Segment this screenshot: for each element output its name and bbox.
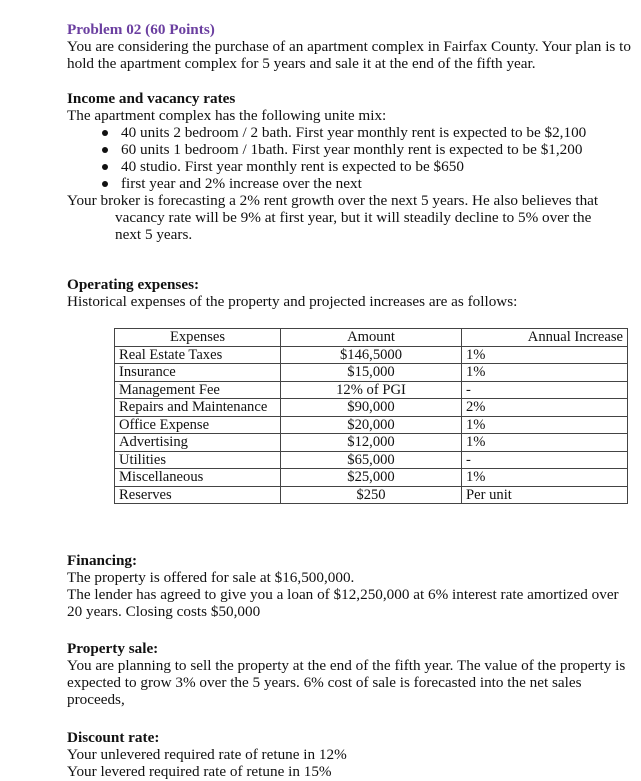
problem-title: Problem 02 (60 Points) [67, 21, 215, 38]
sale-heading: Property sale: [67, 640, 159, 657]
bullet-icon [102, 181, 108, 187]
list-item: 60 units 1 bedroom / 1bath. First year monthly rent is expected to be $1,200 [67, 141, 633, 158]
expenses-table [114, 328, 628, 504]
table-row: Advertising $12,000 1% [115, 434, 628, 452]
sale-text: You are planning to sell the property at the end of the fifth year. The value of the property is expected to grow 3% over the 5 years. 6% cost of sale is forecasted into the net sales proceeds, [67, 657, 626, 708]
broker-forecast-line: next 5 years. [115, 226, 193, 243]
table-row: Reserves $250 Per unit [115, 486, 628, 504]
table-header-row [115, 329, 628, 347]
operating-section [67, 276, 627, 310]
unit-mix-list [67, 124, 633, 192]
spacer [67, 72, 633, 90]
table-row: Utilities $65,000 - [115, 451, 628, 469]
bullet-icon [102, 130, 108, 136]
sale-section [67, 640, 627, 708]
income-heading: Income and vacancy rates [67, 90, 236, 107]
list-item: first year and 2% increase over the next [67, 175, 633, 192]
operating-heading: Operating expenses: [67, 276, 200, 293]
problem-document [67, 21, 633, 243]
bullet-icon [102, 164, 108, 170]
discount-section [67, 729, 627, 780]
bullet-icon [102, 147, 108, 153]
discount-line: Your levered required rate of retune in 15% [67, 763, 332, 780]
list-item: 40 studio. First year monthly rent is expected to be $650 [67, 158, 633, 175]
operating-lead: Historical expenses of the property and projected increases are as follows: [67, 293, 518, 310]
table-row: Real Estate Taxes $146,5000 1% [115, 346, 628, 364]
financing-line: The lender has agreed to give you a loan of $12,250,000 at 6% interest rate amortized over 20 years. Closing costs $50,000 [67, 586, 619, 620]
table-row: Management Fee 12% of PGI - [115, 381, 628, 399]
broker-forecast-line: Your broker is forecasting a 2% rent growth over the next 5 years. He also believes that [67, 192, 599, 209]
income-lead: The apartment complex has the following unite mix: [67, 107, 387, 124]
financing-heading: Financing: [67, 552, 138, 569]
table-row: Office Expense $20,000 1% [115, 416, 628, 434]
table-row: Insurance $15,000 1% [115, 364, 628, 382]
discount-line: Your unlevered required rate of retune in 12% [67, 746, 347, 763]
table-row: Repairs and Maintenance $90,000 2% [115, 399, 628, 417]
header-annual-increase: Annual Increase [462, 329, 628, 347]
header-amount: Amount [281, 329, 462, 347]
discount-heading: Discount rate: [67, 729, 160, 746]
table-row: Miscellaneous $25,000 1% [115, 469, 628, 487]
financing-section [67, 552, 627, 620]
problem-intro: You are considering the purchase of an apartment complex in Fairfax County. Your plan is to hold the apartment complex for 5 years and sale it at the end of the fifth year. [67, 38, 631, 72]
financing-line: The property is offered for sale at $16,500,000. [67, 569, 355, 586]
list-item: 40 units 2 bedroom / 2 bath. First year monthly rent is expected to be $2,100 [67, 124, 633, 141]
broker-forecast-line: vacancy rate will be 9% at first year, but it will steadily decline to 5% over the [115, 209, 592, 226]
header-expenses: Expenses [115, 329, 281, 347]
